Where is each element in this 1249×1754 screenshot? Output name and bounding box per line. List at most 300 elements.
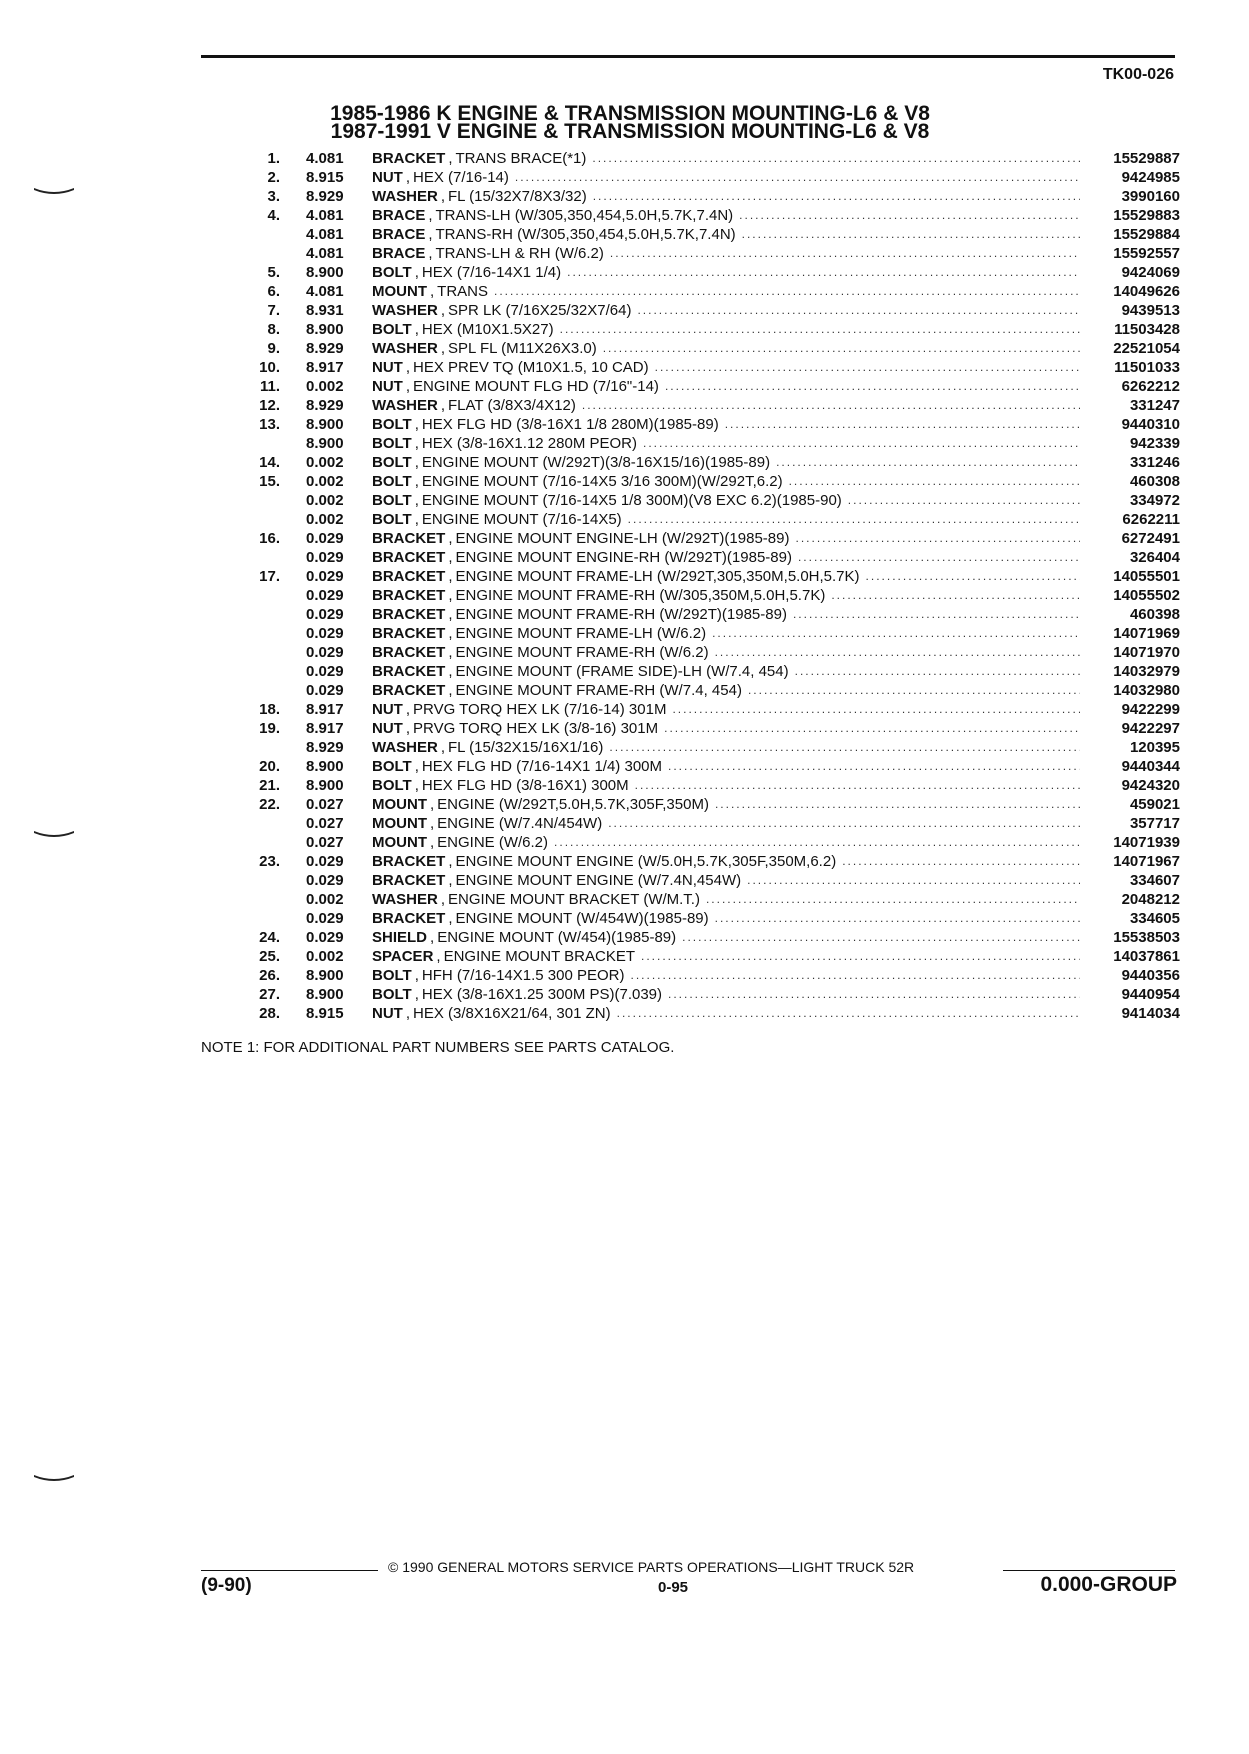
part-item-number: 14. [259, 454, 280, 471]
part-description [372, 282, 1090, 301]
part-row [200, 719, 1180, 738]
part-group-number: 0.029 [306, 568, 344, 585]
dot-leader [592, 149, 1080, 168]
part-item-number: 10. [259, 359, 280, 376]
part-spec: ENGINE MOUNT FRAME-RH (W/292T)(1985-89) [455, 606, 787, 623]
dot-leader [742, 225, 1080, 244]
part-spec: ENGINE MOUNT FRAME-RH (W/7.4, 454) [455, 682, 742, 699]
page-code: TK00-026 [1102, 66, 1174, 83]
part-row [200, 548, 1180, 567]
part-group-number: 8.917 [306, 720, 344, 737]
part-group-number: 0.002 [306, 473, 344, 490]
part-name: WASHER [372, 188, 438, 205]
part-number: 6262212 [1121, 378, 1180, 395]
part-separator: , [414, 416, 419, 433]
part-description [372, 377, 1090, 396]
footnote: NOTE 1: FOR ADDITIONAL PART NUMBERS SEE PARTS CATALOG. [201, 1039, 675, 1056]
page-title-line1: 1985-1986 K ENGINE & TRANSMISSION MOUNTING-L6 & V8 [330, 102, 930, 125]
dot-leader [641, 947, 1080, 966]
part-separator: , [430, 929, 435, 946]
part-row [200, 814, 1180, 833]
part-number: 942339 [1129, 435, 1180, 452]
part-name: BOLT [372, 321, 412, 338]
part-row [200, 757, 1180, 776]
part-item-number: 24. [259, 929, 280, 946]
part-number: 9422297 [1121, 720, 1180, 737]
dot-leader [617, 1004, 1080, 1023]
part-description [372, 396, 1090, 415]
part-name: BRACE [372, 245, 426, 262]
part-number: 334605 [1129, 910, 1180, 927]
part-spec: TRANS-LH (W/305,350,454,5.0H,5.7K,7.4N) [435, 207, 734, 224]
part-description [372, 244, 1090, 263]
part-group-number: 0.002 [306, 492, 344, 509]
part-separator: , [448, 872, 453, 889]
part-spec: ENGINE MOUNT ENGINE (W/5.0H,5.7K,305F,350M,6.2) [455, 853, 837, 870]
part-description [372, 909, 1090, 928]
dot-leader [494, 282, 1080, 301]
part-number: 334972 [1129, 492, 1180, 509]
part-separator: , [430, 815, 435, 832]
part-group-number: 8.915 [306, 1005, 344, 1022]
dot-leader [848, 491, 1080, 510]
dot-leader [609, 738, 1080, 757]
page-title-line2: 1987-1991 V ENGINE & TRANSMISSION MOUNTING-L6 & V8 [330, 120, 930, 143]
part-name: WASHER [372, 302, 438, 319]
part-group-number: 4.081 [306, 150, 344, 167]
part-row [200, 529, 1180, 548]
part-number: 9440344 [1121, 758, 1180, 775]
part-number: 14049626 [1113, 283, 1180, 300]
part-separator: , [448, 568, 453, 585]
part-group-number: 0.002 [306, 948, 344, 965]
dot-leader [603, 339, 1080, 358]
part-row [200, 301, 1180, 320]
part-item-number: 15. [259, 473, 280, 490]
part-row [200, 776, 1180, 795]
part-name: WASHER [372, 340, 438, 357]
part-separator: , [448, 606, 453, 623]
part-group-number: 8.931 [306, 302, 344, 319]
part-separator: , [430, 834, 435, 851]
part-group-number: 0.002 [306, 511, 344, 528]
part-name: WASHER [372, 891, 438, 908]
part-description [372, 263, 1090, 282]
dot-leader [715, 643, 1080, 662]
binder-hole-mark [34, 1473, 74, 1481]
part-number: 14037861 [1113, 948, 1180, 965]
part-group-number: 0.027 [306, 815, 344, 832]
dot-leader [668, 985, 1080, 1004]
top-rule [201, 55, 1175, 58]
part-name: MOUNT [372, 815, 427, 832]
part-row [200, 377, 1180, 396]
part-spec: SPL FL (M11X26X3.0) [448, 340, 597, 357]
part-name: BRACE [372, 226, 426, 243]
part-description [372, 662, 1090, 681]
dot-leader [795, 662, 1080, 681]
footer-rule-right [1003, 1570, 1175, 1571]
part-spec: HEX FLG HD (3/8-16X1 1/8 280M)(1985-89) [421, 416, 719, 433]
dot-leader [582, 396, 1080, 415]
part-description [372, 1004, 1090, 1023]
part-name: BRACKET [372, 682, 446, 699]
part-row [200, 187, 1180, 206]
part-number: 9414034 [1121, 1005, 1180, 1022]
part-description [372, 681, 1090, 700]
part-row [200, 206, 1180, 225]
part-separator: , [440, 891, 446, 908]
part-group-number: 8.900 [306, 435, 344, 452]
part-item-number: 26. [259, 967, 280, 984]
part-number: 14071969 [1113, 625, 1180, 642]
part-spec: HEX PREV TQ (M10X1.5, 10 CAD) [413, 359, 649, 376]
footer-date: (9-90) [201, 1575, 252, 1596]
part-separator: , [440, 340, 446, 357]
part-description [372, 757, 1090, 776]
part-number: 459021 [1129, 796, 1180, 813]
part-name: MOUNT [372, 834, 427, 851]
dot-leader [593, 187, 1080, 206]
part-name: BRACKET [372, 530, 446, 547]
page-number: 0-95 [658, 1579, 689, 1596]
part-group-number: 0.002 [306, 454, 344, 471]
part-row [200, 681, 1180, 700]
part-description [372, 168, 1090, 187]
part-item-number: 23. [259, 853, 280, 870]
part-description [372, 491, 1090, 510]
part-row [200, 643, 1180, 662]
part-description [372, 472, 1090, 491]
part-group-number: 8.900 [306, 758, 344, 775]
part-group-number: 8.929 [306, 340, 344, 357]
part-separator: , [448, 682, 453, 699]
part-group-number: 8.900 [306, 986, 344, 1003]
dot-leader [655, 358, 1080, 377]
part-separator: , [448, 853, 453, 870]
part-description [372, 719, 1090, 738]
part-item-number: 17. [259, 568, 280, 585]
part-name: BOLT [372, 967, 412, 984]
part-description [372, 434, 1090, 453]
part-name: BOLT [372, 777, 412, 794]
part-group-number: 0.029 [306, 910, 344, 927]
part-separator: , [414, 967, 419, 984]
part-row [200, 605, 1180, 624]
part-description [372, 643, 1090, 662]
part-description [372, 206, 1090, 225]
part-group-number: 0.029 [306, 872, 344, 889]
part-name: NUT [372, 378, 403, 395]
part-number: 357717 [1129, 815, 1180, 832]
part-spec: HFH (7/16-14X1.5 300 PEOR) [421, 967, 625, 984]
part-number: 15592557 [1113, 245, 1180, 262]
part-spec: SPR LK (7/16X25/32X7/64) [448, 302, 632, 319]
part-item-number: 9. [267, 340, 280, 357]
part-group-number: 8.900 [306, 777, 344, 794]
part-row [200, 833, 1180, 852]
part-spec: HEX (M10X1.5X27) [421, 321, 554, 338]
part-separator: , [414, 777, 419, 794]
part-group-number: 0.029 [306, 644, 344, 661]
part-separator: , [414, 473, 419, 490]
part-number: 14032980 [1113, 682, 1180, 699]
part-name: MOUNT [372, 283, 427, 300]
part-name: BOLT [372, 416, 412, 433]
part-group-number: 4.081 [306, 226, 344, 243]
part-number: 14055501 [1113, 568, 1180, 585]
dot-leader [715, 909, 1080, 928]
part-name: BRACKET [372, 606, 446, 623]
part-spec: HEX (3/8-16X1.12 280M PEOR) [421, 435, 637, 452]
part-number: 14071970 [1113, 644, 1180, 661]
part-group-number: 0.029 [306, 587, 344, 604]
part-number: 326404 [1129, 549, 1180, 566]
part-group-number: 8.900 [306, 416, 344, 433]
part-spec: TRANS [437, 283, 489, 300]
part-description [372, 567, 1090, 586]
part-spec: HEX (7/16-14) [413, 169, 509, 186]
part-row [200, 662, 1180, 681]
part-spec: ENGINE (W/6.2) [437, 834, 549, 851]
part-separator: , [428, 245, 433, 262]
part-description [372, 510, 1090, 529]
part-group-number: 8.917 [306, 701, 344, 718]
part-separator: , [414, 986, 419, 1003]
part-item-number: 3. [267, 188, 280, 205]
part-group-number: 8.917 [306, 359, 344, 376]
part-separator: , [414, 454, 419, 471]
part-row [200, 263, 1180, 282]
part-spec: ENGINE MOUNT ENGINE (W/7.4N,454W) [455, 872, 742, 889]
part-separator: , [448, 910, 453, 927]
part-description [372, 833, 1090, 852]
part-row [200, 852, 1180, 871]
part-group-number: 0.027 [306, 796, 344, 813]
part-row [200, 928, 1180, 947]
dot-leader [554, 833, 1080, 852]
part-spec: HEX (7/16-14X1 1/4) [421, 264, 562, 281]
dot-leader [776, 453, 1080, 472]
part-group-number: 8.915 [306, 169, 344, 186]
dot-leader [665, 377, 1080, 396]
part-row [200, 1004, 1180, 1023]
part-row [200, 567, 1180, 586]
part-number: 2048212 [1121, 891, 1180, 908]
part-item-number: 16. [259, 530, 280, 547]
part-spec: ENGINE MOUNT FRAME-LH (W/6.2) [455, 625, 707, 642]
part-name: BRACKET [372, 910, 446, 927]
part-name: BRACKET [372, 853, 446, 870]
part-separator: , [448, 530, 453, 547]
part-description [372, 738, 1090, 757]
part-spec: TRANS-LH & RH (W/6.2) [435, 245, 604, 262]
part-spec: ENGINE MOUNT (7/16-14X5 3/16 300M)(W/292T,6.2) [421, 473, 783, 490]
dot-leader [608, 814, 1080, 833]
part-description [372, 624, 1090, 643]
part-group-number: 0.029 [306, 625, 344, 642]
part-row [200, 168, 1180, 187]
part-number: 11501033 [1114, 359, 1180, 376]
part-spec: ENGINE MOUNT ENGINE-RH (W/292T)(1985-89) [455, 549, 792, 566]
dot-leader [567, 263, 1080, 282]
part-row [200, 358, 1180, 377]
part-name: NUT [372, 720, 403, 737]
part-spec: HEX FLG HD (3/8-16X1) 300M [421, 777, 629, 794]
part-separator: , [414, 492, 419, 509]
part-number: 14071939 [1113, 834, 1180, 851]
part-group-number: 0.029 [306, 682, 344, 699]
part-row [200, 871, 1180, 890]
part-description [372, 320, 1090, 339]
dot-leader [706, 890, 1080, 909]
part-number: 11503428 [1114, 321, 1180, 338]
part-separator: , [428, 226, 433, 243]
part-name: BRACE [372, 207, 426, 224]
part-item-number: 22. [259, 796, 280, 813]
part-row [200, 624, 1180, 643]
part-number: 120395 [1129, 739, 1180, 756]
part-name: BRACKET [372, 587, 446, 604]
part-spec: HEX (3/8X16X21/64, 301 ZN) [413, 1005, 611, 1022]
part-description [372, 415, 1090, 434]
part-description [372, 928, 1090, 947]
dot-leader [789, 472, 1080, 491]
parts-list [200, 149, 1180, 1023]
part-group-number: 0.002 [306, 891, 344, 908]
part-name: BRACKET [372, 150, 446, 167]
part-number: 6272491 [1121, 530, 1180, 547]
part-item-number: 27. [259, 986, 280, 1003]
part-name: NUT [372, 359, 403, 376]
part-name: BRACKET [372, 549, 446, 566]
dot-leader [712, 624, 1080, 643]
part-description [372, 605, 1090, 624]
part-spec: ENGINE MOUNT FRAME-RH (W/305,350M,5.0H,5.7K) [455, 587, 826, 604]
part-name: BRACKET [372, 663, 446, 680]
part-item-number: 18. [259, 701, 280, 718]
footer-rule-left [201, 1570, 378, 1571]
part-description [372, 453, 1090, 472]
part-description [372, 947, 1090, 966]
part-row [200, 396, 1180, 415]
dot-leader [672, 700, 1080, 719]
dot-leader [798, 548, 1080, 567]
part-item-number: 1. [267, 150, 280, 167]
part-number: 334607 [1129, 872, 1180, 889]
part-spec: PRVG TORQ HEX LK (3/8-16) 301M [413, 720, 659, 737]
part-name: BOLT [372, 511, 412, 528]
part-row [200, 909, 1180, 928]
dot-leader [635, 776, 1080, 795]
part-separator: , [448, 587, 453, 604]
part-row [200, 282, 1180, 301]
part-number: 9424069 [1121, 264, 1180, 281]
part-group-number: 8.900 [306, 967, 344, 984]
part-spec: ENGINE MOUNT FRAME-LH (W/292T,305,350M,5.0H,5.7K) [455, 568, 860, 585]
part-spec: ENGINE MOUNT FLG HD (7/16"-14) [413, 378, 659, 395]
part-name: BOLT [372, 435, 412, 452]
part-name: NUT [372, 169, 403, 186]
dot-leader [842, 852, 1080, 871]
part-separator: , [440, 397, 446, 414]
dot-leader [866, 567, 1080, 586]
part-name: WASHER [372, 739, 438, 756]
part-row [200, 491, 1180, 510]
part-item-number: 4. [267, 207, 280, 224]
part-separator: , [436, 948, 441, 965]
part-separator: , [430, 283, 435, 300]
part-name: BOLT [372, 264, 412, 281]
part-group-number: 8.900 [306, 321, 344, 338]
part-separator: , [405, 701, 410, 718]
part-description [372, 149, 1090, 168]
part-row [200, 244, 1180, 263]
part-row [200, 415, 1180, 434]
dot-leader [795, 529, 1080, 548]
part-spec: FLAT (3/8X3/4X12) [448, 397, 576, 414]
part-separator: , [440, 739, 446, 756]
part-spec: ENGINE MOUNT FRAME-RH (W/6.2) [455, 644, 709, 661]
part-description [372, 358, 1090, 377]
part-spec: HEX FLG HD (7/16-14X1 1/4) 300M [421, 758, 662, 775]
part-row [200, 453, 1180, 472]
part-separator: , [414, 321, 419, 338]
part-group-number: 4.081 [306, 207, 344, 224]
part-number: 22521054 [1113, 340, 1180, 357]
part-name: NUT [372, 701, 403, 718]
part-row [200, 339, 1180, 358]
part-group-number: 8.900 [306, 264, 344, 281]
part-name: BOLT [372, 986, 412, 1003]
part-item-number: 11. [259, 378, 280, 395]
part-number: 9424320 [1121, 777, 1180, 794]
part-separator: , [414, 758, 419, 775]
dot-leader [668, 757, 1080, 776]
part-number: 15529883 [1113, 207, 1180, 224]
part-description [372, 548, 1090, 567]
dot-leader [515, 168, 1080, 187]
part-row [200, 434, 1180, 453]
part-row [200, 320, 1180, 339]
part-row [200, 795, 1180, 814]
dot-leader [715, 795, 1080, 814]
part-row [200, 700, 1180, 719]
part-number: 331247 [1129, 397, 1180, 414]
part-number: 3990160 [1121, 188, 1180, 205]
part-spec: ENGINE MOUNT BRACKET (W/M.T.) [448, 891, 700, 908]
part-group-number: 0.029 [306, 853, 344, 870]
part-description [372, 529, 1090, 548]
part-separator: , [414, 511, 419, 528]
part-spec: FL (15/32X15/16X1/16) [448, 739, 604, 756]
dot-leader [664, 719, 1080, 738]
part-name: BOLT [372, 454, 412, 471]
part-separator: , [448, 549, 453, 566]
part-description [372, 795, 1090, 814]
part-group-number: 0.002 [306, 378, 344, 395]
part-name: BOLT [372, 492, 412, 509]
part-group-number: 0.029 [306, 530, 344, 547]
part-name: MOUNT [372, 796, 427, 813]
part-number: 9439513 [1121, 302, 1180, 319]
part-number: 14071967 [1113, 853, 1180, 870]
part-name: BRACKET [372, 625, 446, 642]
part-group-number: 0.029 [306, 606, 344, 623]
part-group-number: 8.929 [306, 188, 344, 205]
part-description [372, 776, 1090, 795]
part-spec: ENGINE MOUNT (7/16-14X5) [421, 511, 622, 528]
